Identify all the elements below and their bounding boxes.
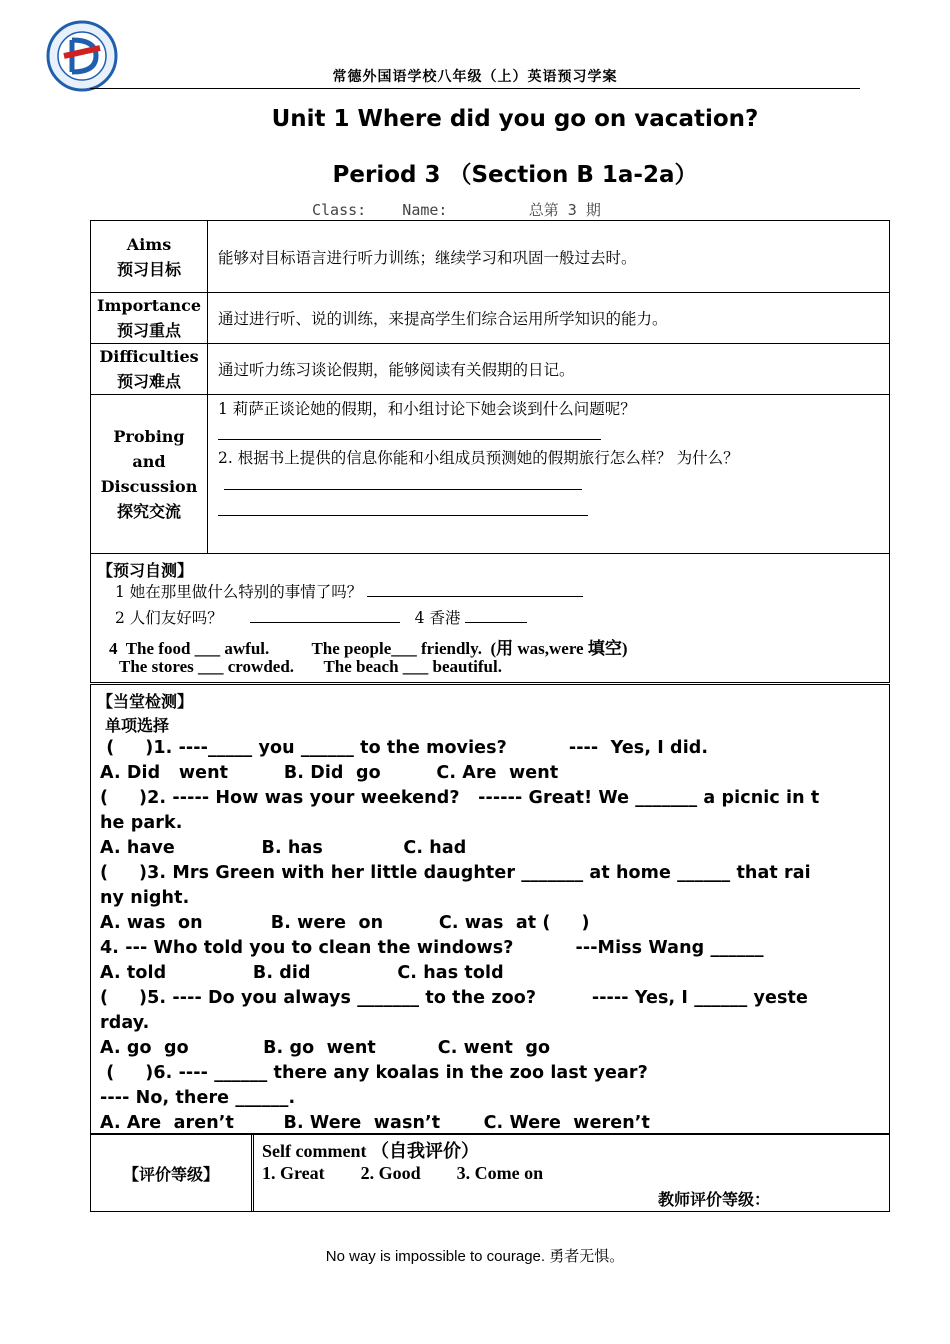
probing-label-en-3: Discussion bbox=[100, 477, 198, 496]
self-test-section bbox=[90, 553, 890, 683]
self-test-blank-2[interactable] bbox=[250, 608, 400, 623]
test-line: ( )1. ----_____ you ______ to the movies? ---- Yes, I did. bbox=[100, 738, 709, 758]
aims-row bbox=[91, 221, 889, 293]
answer-line-2[interactable] bbox=[224, 469, 582, 490]
class-test-section bbox=[90, 684, 890, 1134]
aims-label-cn: 预习目标 bbox=[116, 259, 181, 279]
school-header: 常德外国语学校八年级（上）英语预习学案 bbox=[90, 66, 860, 89]
importance-label-en: Importance bbox=[96, 296, 201, 315]
probing-label-en-1: Probing bbox=[113, 427, 185, 446]
teacher-evaluation-label: 教师评价等级： bbox=[658, 1190, 771, 1209]
test-line: rday. bbox=[100, 1013, 150, 1033]
self-test-line-3: 4 The food ___ awful. The people___ friendly. (用 was,were 填空) bbox=[109, 639, 628, 658]
test-line: A. told B. did C. has told bbox=[100, 963, 504, 983]
self-comment-label: Self comment （自我评价） bbox=[262, 1141, 479, 1161]
test-line: A. Did went B. Did go C. Are went bbox=[100, 763, 559, 783]
class-test-subheading: 单项选择 bbox=[105, 716, 170, 735]
probing-label bbox=[91, 395, 208, 553]
aims-label-en: Aims bbox=[126, 234, 172, 254]
period-title: Period 3 （Section B 1a-2a） bbox=[332, 162, 698, 188]
test-line: A. have B. has C. had bbox=[100, 838, 467, 858]
self-test-question-3: 4 香港 bbox=[414, 609, 461, 627]
test-line: ny night. bbox=[100, 888, 190, 908]
aims-text: 能够对目标语言进行听力训练；继续学习和巩固一般过去时。 bbox=[218, 248, 637, 267]
preview-table bbox=[90, 220, 890, 554]
probing-question-2: 2. 根据书上提供的信息你能和小组成员预测她的假期旅行怎么样？ 为什么？ bbox=[218, 449, 739, 467]
self-test-heading: 【预习自测】 bbox=[97, 561, 194, 580]
importance-text: 通过进行听、说的训练，来提高学生们综合运用所学知识的能力。 bbox=[218, 310, 668, 328]
test-line: A. Are aren’t B. Were wasn’t C. Were weren’t bbox=[100, 1113, 651, 1133]
test-line: ( )6. ---- ______ there any koalas in the zoo last year? bbox=[100, 1063, 648, 1083]
test-line: A. was on B. were on C. was at ( ) bbox=[100, 913, 590, 933]
difficulties-label-cn: 预习难点 bbox=[116, 372, 181, 391]
unit-title: Unit 1 Where did you go on vacation? bbox=[271, 106, 759, 132]
self-test-question-2: 2 人们友好吗？ bbox=[115, 609, 223, 627]
self-test-line-4: The stores ___ crowded. The beach ___ beautiful. bbox=[119, 657, 502, 676]
footer-motto: No way is impossible to courage. 勇者无惧。 bbox=[325, 1248, 625, 1265]
importance-label-cn: 预习重点 bbox=[116, 321, 181, 340]
evaluation-content bbox=[254, 1135, 889, 1211]
test-line: ( )5. ---- Do you always _______ to the zoo? ----- Yes, I ______ yeste bbox=[100, 988, 808, 1008]
difficulties-label bbox=[91, 344, 208, 394]
self-test-line-2 bbox=[115, 606, 527, 628]
importance-label bbox=[91, 293, 208, 343]
self-test-blank-3[interactable] bbox=[465, 608, 527, 623]
probing-content bbox=[208, 395, 889, 553]
answer-line-3[interactable] bbox=[218, 495, 588, 516]
self-test-blank-1[interactable] bbox=[367, 582, 583, 597]
test-line: ( )3. Mrs Green with her little daughter _______ at home ______ that rai bbox=[100, 863, 811, 883]
difficulties-text: 通过听力练习谈论假期，能够阅读有关假期的日记。 bbox=[218, 361, 575, 379]
self-test-question-1: 1 她在那里做什么特别的事情了吗？ bbox=[115, 583, 363, 601]
test-line: 4. --- Who told you to clean the windows? ---Miss Wang ______ bbox=[100, 938, 764, 958]
test-line: A. go go B. go went C. went go bbox=[100, 1038, 551, 1058]
test-line: he park. bbox=[100, 813, 183, 833]
self-comment-grades[interactable]: 1. Great 2. Good 3. Come on bbox=[262, 1163, 544, 1183]
probing-question-1: 1 莉萨正谈论她的假期，和小组讨论下她会谈到什么问题呢？ bbox=[218, 400, 636, 418]
probing-row bbox=[91, 395, 889, 553]
evaluation-label: 【评价等级】 bbox=[91, 1135, 254, 1211]
self-test-line-1 bbox=[115, 580, 583, 602]
class-name-line: Class: Name: 总第 3 期 bbox=[312, 201, 619, 219]
evaluation-section bbox=[90, 1134, 890, 1212]
aims-label bbox=[91, 221, 208, 292]
test-line: ---- No, there ______. bbox=[100, 1088, 296, 1108]
probing-label-cn: 探究交流 bbox=[116, 502, 181, 521]
difficulties-label-en: Difficulties bbox=[99, 347, 199, 366]
importance-row bbox=[91, 293, 889, 344]
answer-line-1[interactable] bbox=[218, 419, 601, 440]
test-line: ( )2. ----- How was your weekend? ------ Great! We _______ a picnic in t bbox=[100, 788, 820, 808]
class-test-heading: 【当堂检测】 bbox=[97, 692, 194, 711]
difficulties-row bbox=[91, 344, 889, 395]
probing-label-en-2: and bbox=[132, 452, 166, 471]
